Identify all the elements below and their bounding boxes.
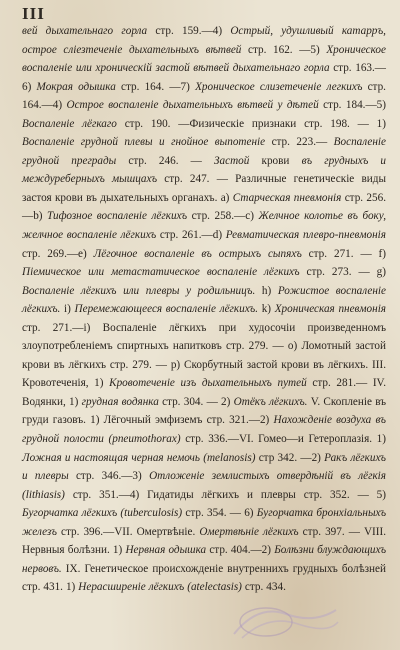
italic-text-segment: Рожистое воспаленіе лёгкихъ. <box>22 284 387 316</box>
italic-text-segment: Хроническое воспаленіе или хроническій застой вѣтвей дыхательнаго горла <box>22 43 386 75</box>
italic-text-segment: Хроническая пневмонія <box>274 303 386 316</box>
text-segment: стр. 281.— IV. Водянки, 1) <box>22 377 386 408</box>
text-segment: стр. 304. — 2) <box>158 395 234 408</box>
italic-text-segment: Піемическое или метастатическое воспаленіе лёгкихъ <box>22 266 300 279</box>
text-segment: i) <box>60 303 75 316</box>
text-segment: стр. 271. — f) <box>301 247 386 260</box>
text-segment: k) <box>258 303 275 316</box>
page-number: III <box>22 4 45 23</box>
italic-text-segment: Бугорчатка бронхіальныхъ железъ <box>22 507 387 538</box>
italic-text-segment: Перемежающееся воспаленіе лёгкихъ. <box>74 303 259 316</box>
text-segment: крови <box>249 154 302 167</box>
text-segment: V. Скопленіе въ груди газовъ. 1) Лёгочный эмфиземъ стр. 321.—2) <box>22 395 387 427</box>
italic-text-segment: Желчное колотье въ боку, желчное воспаленіе лёгкихъ <box>22 210 386 242</box>
text-segment: стр. 256.—b) <box>22 191 386 223</box>
italic-text-segment: Воспаленіе лёгкаго <box>22 117 117 130</box>
italic-text-segment: Мокрая одышка <box>36 80 116 93</box>
italic-text-segment: вей дыхательнаго горла <box>22 25 148 37</box>
text-segment: стр 342. —2) <box>255 451 325 464</box>
text-segment: стр. 273. — g) <box>299 266 386 279</box>
italic-text-segment: грудная водянка <box>81 395 159 408</box>
text-segment: стр. 404.—2) <box>206 544 275 557</box>
italic-text-segment: Отёкъ лёгкихъ. <box>233 395 308 408</box>
text-segment: стр. 434. <box>241 581 286 594</box>
text-segment: стр. 159.—4) <box>147 25 231 37</box>
italic-text-segment: Воспаленіе грудной плевы и гнойное выпотеніе <box>22 136 266 149</box>
text-segment: стр. 261.—d) <box>156 229 226 242</box>
text-segment: стр. 164. —7) <box>115 80 196 93</box>
text-segment: стр. 397. — VIII. Нервныя болѣзни. 1) <box>22 525 386 557</box>
italic-text-segment: Бугорчатка лёгкихъ (tuberculosis) <box>22 507 183 520</box>
italic-text-segment: Кровотеченіе изъ дыхательныхъ путей <box>109 377 307 390</box>
italic-text-segment: Воспаленіе лёгкихъ или плевры у родильницъ. <box>22 284 256 297</box>
text-segment: стр. 396.—VII. Омертвѣніе. <box>56 525 200 538</box>
text-segment: стр. 164.—4) <box>22 80 386 112</box>
text-segment: h) <box>255 284 278 297</box>
italic-text-segment: Воспаленіе грудной преграды <box>22 136 386 167</box>
italic-text-segment: Ложная и настоящая черная немочь (melanosis) <box>22 451 256 464</box>
italic-text-segment: Острое воспаленіе дыхательныхъ вѣтвей у дѣтей <box>66 99 319 112</box>
italic-text-segment: Омертвѣніе лёгкихъ <box>199 525 299 538</box>
text-segment: стр. 163.—6) <box>22 62 386 93</box>
text-segment: стр. 351.—4) Гидатиды лёгкихъ и плевры стр. 352. — 5) <box>64 488 386 501</box>
text-segment: стр. 258.—c) <box>187 210 259 223</box>
italic-text-segment: Болѣзни блуждающихъ нервовъ. <box>22 544 386 575</box>
italic-text-segment: Тифозное воспаленіе лёгкихъ <box>47 210 188 223</box>
italic-text-segment: Старческая пневмонія <box>232 191 342 204</box>
text-segment: стр. 271.—i) Воспаленіе лёгкихъ при худосочіи произведенномъ злоупотребленіемъ спиртныхъ напитковъ стр. 279. — о) Ломотный застой крови въ лёгкихъ стр. 279. — р) Скорбутный застой крови въ лёгкихъ. III. Кровотеченія, 1) <box>22 321 386 390</box>
italic-text-segment: въ грудныхъ и междуреберныхъ мышцахъ <box>22 154 386 186</box>
italic-text-segment: Нерасширеніе лёгкихъ (atelectasis) <box>78 581 242 594</box>
text-segment: стр. 246. — <box>116 154 214 167</box>
text-segment: стр. 184.—5) <box>318 99 386 112</box>
italic-text-segment: Лёгочное воспаленіе въ острыхъ сыпяхъ <box>93 247 302 260</box>
italic-text-segment: Застой <box>213 154 250 167</box>
text-segment: стр. 162. —5) <box>241 43 327 56</box>
italic-text-segment: Отложеніе землистыхъ отвердѣній въ лёгкія (lithiasis) <box>22 470 386 501</box>
text-segment: стр. 269.—e) <box>22 247 94 260</box>
text-segment: IX. Генетическое происхожденіе внутреннихъ грудныхъ болѣзней стр. 431. 1) <box>22 562 386 594</box>
text-segment: стр. 354. — 6) <box>182 507 257 520</box>
italic-text-segment: Нервная одышка <box>125 544 207 557</box>
library-stamp-icon <box>228 600 340 640</box>
text-segment: стр. 346.—3) <box>68 470 150 483</box>
text-segment: стр. 247. — Различные генетическіе виды застоя крови въ дыхательныхъ органахъ. а) <box>22 173 386 204</box>
text-segment: стр. 190. —Физическіе признаки стр. 198. — 1) <box>116 117 387 130</box>
italic-text-segment: Острый, удушливый катарръ, острое сліезтеченіе дыхательныхъ вѣтвей <box>22 25 386 56</box>
italic-text-segment: Хроническое слизетеченіе легкихъ <box>195 80 363 93</box>
italic-text-segment: Ревматическая плевро-пневмонія <box>225 229 386 242</box>
italic-text-segment: Нахожденіе воздуха въ грудной полости (pneumothorax) <box>22 414 386 446</box>
italic-text-segment: Ракъ лёгкихъ и плевры <box>22 451 386 483</box>
text-segment: стр. 336.—VI. Гомео—и Гетероплазія. 1) <box>180 433 386 446</box>
table-of-contents-text <box>22 22 386 597</box>
text-segment: стр. 223.— <box>265 136 334 149</box>
